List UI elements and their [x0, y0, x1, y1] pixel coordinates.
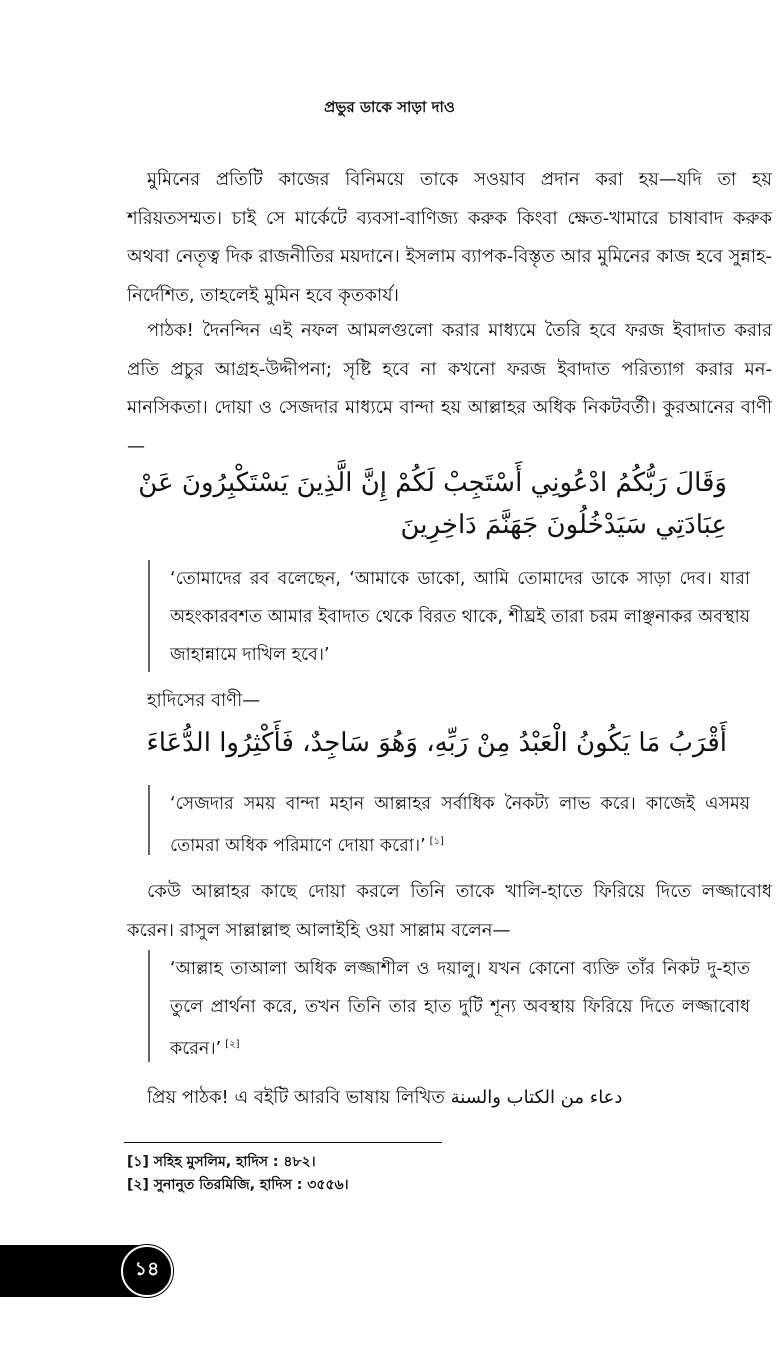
quote-text: ‘আল্লাহ তাআলা অধিক লজ্জাশীল ও দয়ালু। যখন কোনো ব্যক্তি তাঁর নিকট দু-হাত তুলে প্রার্থনা করে, তখন তিনি তার হাত দুটি শূন্য অবস্থায় ফিরিয়ে দিতে লজ্জাবোধ করেন।’ — [170, 959, 750, 1059]
running-title: প্রভুর ডাকে সাড়া দাও — [324, 98, 455, 116]
quote-text: ‘তোমাদের রব বলেছেন, ‘আমাকে ডাকো, আমি তোমাদের ডাকে সাড়া দেব। যারা অহংকারবশত আমার ইবাদাত থেকে বিরত থাকে, শীঘ্রই তারা চরম লাঞ্ছনাকর অবস্থায় জাহান্নামে দাখিল হবে।’ — [170, 569, 750, 665]
quran-verse-arabic: وَقَالَ رَبُّكُمُ ادْعُونِي أَسْتَجِبْ لَكُمْ إِنَّ الَّذِينَ يَسْتَكْبِرُونَ عَنْ عِبَادَتِي سَيَدْخُلُونَ جَهَنَّمَ دَاخِرِينَ — [138, 468, 727, 540]
footnote-item: [২] সুনানুত তিরমিজি, হাদিস : ৩৫৫৬। — [127, 1177, 349, 1193]
quran-translation-quote — [148, 560, 750, 672]
hadith-label: হাদিসের বাণী— — [147, 690, 261, 711]
quote-text: ‘সেজদার সময় বান্দা মহান আল্লাহর সর্বাধিক নৈকট্য লাভ করে। কাজেই এসময় তোমরা অধিক পরিমাণে দোয়া করো।’ — [170, 794, 750, 856]
page-number-bar — [0, 1245, 140, 1297]
footnote-ref-2[interactable]: [২] — [225, 1039, 240, 1050]
footnotes — [127, 1151, 349, 1197]
footnote-divider — [124, 1142, 442, 1143]
body-paragraph: পাঠক! দৈনন্দিন এই নফল আমলগুলো করার মাধ্যমে তৈরি হবে ফরজ ইবাদাত করার প্রতি প্রচুর আগ্রহ-উদ্দীপনা; সৃষ্টি হবে না কখনো ফরজ ইবাদাত পরিত্যাগ করার মন-মানসিকতা। দোয়া ও সেজদার মাধ্যমে বান্দা হয় আল্লাহর অধিক নিকটবর্তী। কুরআনের বাণী— — [127, 320, 772, 457]
footnote-ref-1[interactable]: [১] — [429, 836, 444, 847]
page-number: ১৪ — [121, 1245, 173, 1297]
footnote-item: [১] সহিহ মুসলিম, হাদিস : ৪৮২। — [127, 1154, 316, 1170]
body-paragraph: প্রিয় পাঠক! এ বইটি আরবি ভাষায় লিখিত دعاء من الكتاب والسنة — [147, 1087, 623, 1108]
hadith-translation-quote — [148, 785, 750, 855]
hadith-arabic: أَقْرَبُ مَا يَكُونُ الْعَبْدُ مِنْ رَبِّهِ، وَهُوَ سَاجِدٌ، فَأَكْثِرُوا الدُّعَاءَ — [146, 728, 727, 758]
hadith-translation-quote — [148, 950, 750, 1062]
body-paragraph: মুমিনের প্রতিটি কাজের বিনিময়ে তাকে সওয়াব প্রদান করা হয়—যদি তা হয় শরিয়তসম্মত। চাই সে মার্কেটে ব্যবসা-বাণিজ্য করুক কিংবা ক্ষেত-খামারে চাষাবাদ করুক অথবা নেতৃত্ব দিক রাজনীতির ময়দানে। ইসলাম ব্যাপক-বিস্তৃত আর মুমিনের কাজ হবে সুন্নাহ-নির্দেশিত, তাহলেই মুমিন হবে কৃতকার্য। — [127, 169, 772, 306]
body-paragraph: কেউ আল্লাহর কাছে দোয়া করলে তিনি তাকে খালি-হাতে ফিরিয়ে দিতে লজ্জাবোধ করেন। রাসুল সাল্লাল্লাহু আলাইহি ওয়া সাল্লাম বলেন— — [127, 881, 772, 941]
